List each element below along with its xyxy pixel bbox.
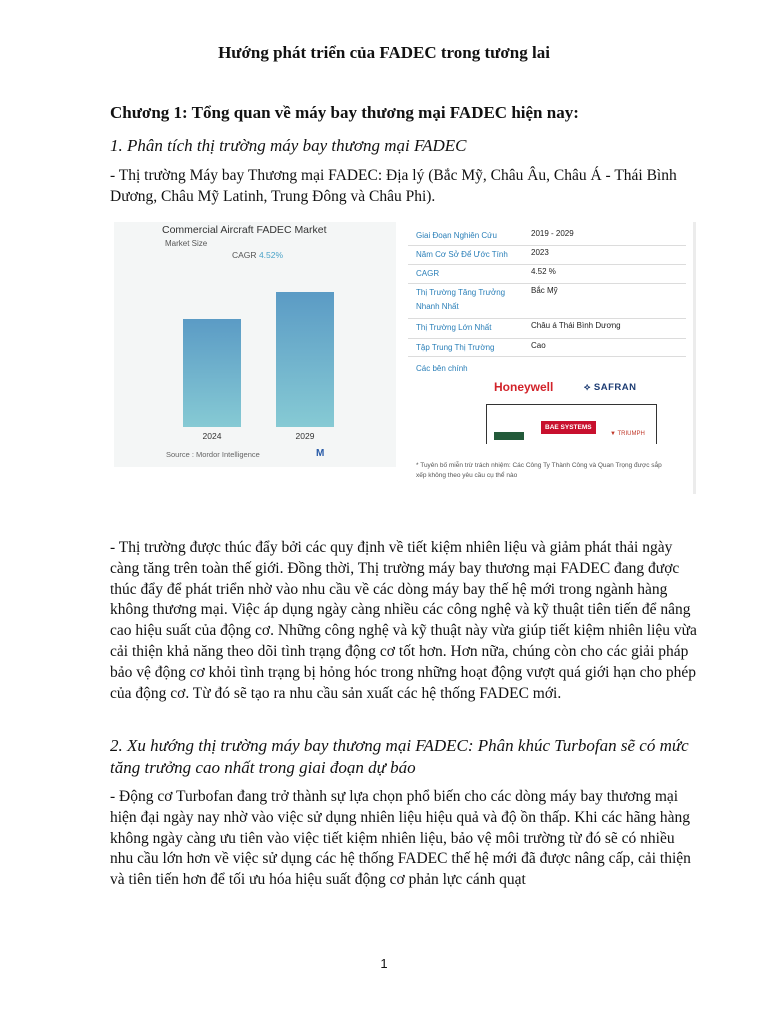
honeywell-logo: Honeywell — [494, 380, 554, 394]
info-key: Tập Trung Thị Trường — [416, 343, 495, 352]
bar-label-2024: 2024 — [202, 431, 222, 441]
safran-logo: ⟡ SAFRAN — [584, 382, 637, 393]
bar-2029 — [276, 292, 334, 427]
info-key: Năm Cơ Sở Để Ước Tính — [416, 250, 508, 259]
info-value: 2023 — [531, 248, 549, 257]
info-key: CAGR — [416, 269, 440, 278]
chapter-heading: Chương 1: Tổng quan về máy bay thương mại FADEC hiện nay: — [110, 103, 579, 122]
info-row — [408, 264, 686, 284]
triumph-logo: ▼ TRIUMPH — [610, 431, 645, 437]
document-title: Hướng phát triển của FADEC trong tương lai — [218, 43, 550, 62]
chart-cagr-annotation — [232, 250, 283, 260]
chart-source: Source : Mordor Intelligence — [166, 450, 260, 459]
market-info-table — [408, 222, 696, 494]
info-value: Bắc Mỹ — [531, 286, 558, 295]
disclaimer-note: * Tuyên bố miễn trừ trách nhiệm: Các Công Ty Thành Công và Quan Trọng được sắp xếp không theo yêu cầu cụ thể nào — [416, 462, 662, 479]
bar-2024 — [183, 319, 241, 427]
market-size-chart — [114, 222, 396, 467]
chart-subtitle: Market Size — [165, 239, 208, 248]
cagr-value: 4.52% — [258, 250, 284, 260]
players-divider-top — [486, 404, 656, 405]
safran-logo-text: SAFRAN — [593, 382, 637, 393]
info-row — [408, 283, 686, 319]
players-divider-left — [486, 404, 487, 444]
paragraph-market-drivers: - Thị trường được thúc đẩy bởi các quy định về tiết kiệm nhiên liệu và giảm phát thải ngày càng tăng trên toàn thế giới. Đồng thời, Thị trường máy bay thương mại FADEC đang được thúc đẩy để phát triển nhờ vào nhu cầu về các dòng máy bay thế hệ mới trong ngành hàng không thương mại. Việc áp dụng ngày càng nhiều các công nghệ và kỹ thuật tiên tiến để nâng cao hiệu suất của động cơ. Những công nghệ và kỹ thuật này vừa giúp tiết kiệm nhiên liệu vừa cải thiện khả năng theo dõi tình trạng động cơ tốt hơn. Hơn nữa, chúng còn cho các giải pháp bảo vệ động cơ khỏi tình trạng bị hỏng hóc trong những hoạt động vượt quá giới hạn cho phép của động cơ. Từ đó sẽ tạo ra nhu cầu sản xuất các hệ thống FADEC mới. — [110, 539, 697, 702]
paragraph-geography: - Thị trường Máy bay Thương mại FADEC: Địa lý (Bắc Mỹ, Châu Âu, Châu Á - Thái Bình Dương, Châu Mỹ Latinh, Trung Đông và Châu Phi). — [110, 167, 677, 205]
info-row — [408, 338, 686, 357]
triumph-logo-text: TRIUMPH — [617, 431, 645, 437]
green-company-logo — [494, 432, 524, 440]
mordor-logo: M — [316, 448, 325, 459]
info-value: 4.52 % — [531, 267, 556, 276]
info-row — [408, 318, 686, 339]
page-number: 1 — [380, 956, 388, 971]
info-key: Thị Trường Lớn Nhất — [416, 323, 492, 332]
players-divider-right — [656, 404, 657, 444]
bae-systems-logo: BAE SYSTEMS — [541, 421, 596, 434]
section-heading-1: 1. Phân tích thị trường máy bay thương mại FADEC — [110, 136, 467, 155]
bar-label-2029: 2029 — [295, 431, 315, 441]
market-figure — [110, 222, 695, 494]
info-key: Thị Trường Tăng Trưởng Nhanh Nhất — [416, 288, 506, 311]
info-row — [408, 245, 686, 265]
cagr-label: CAGR — [232, 250, 257, 260]
chart-title: Commercial Aircraft FADEC Market — [162, 224, 327, 236]
section-heading-2: 2. Xu hướng thị trường máy bay thương mại FADEC: Phân khúc Turbofan sẽ có mức tăng trưởng cao nhất trong giai đoạn dự báo — [110, 736, 689, 777]
key-players-label: Các bên chính — [416, 364, 468, 373]
info-row — [408, 226, 686, 246]
info-key: Giai Đoạn Nghiên Cứu — [416, 231, 497, 240]
info-value: Cao — [531, 341, 546, 350]
info-value: 2019 - 2029 — [531, 229, 574, 238]
paragraph-turbofan: - Động cơ Turbofan đang trở thành sự lựa chọn phổ biến cho các dòng máy bay thương mại hiện đại ngày nay nhờ vào việc sử dụng nhiên liệu hiệu quả và độ ồn thấp. Khi các hãng hàng không ngày càng ưu tiên vào việc tiết kiệm nhiên liệu, bảo vệ môi trường từ đó sẽ có nhiều nhu cầu lớn hơn về việc sử dụng các hệ thống FADEC thế hệ mới đã được nâng cấp, cải thiện và tiên tiến hơn để tối ưu hóa hiệu suất động cơ phản lực cánh quạt — [110, 788, 691, 889]
info-value: Châu á Thái Bình Dương — [531, 321, 621, 330]
